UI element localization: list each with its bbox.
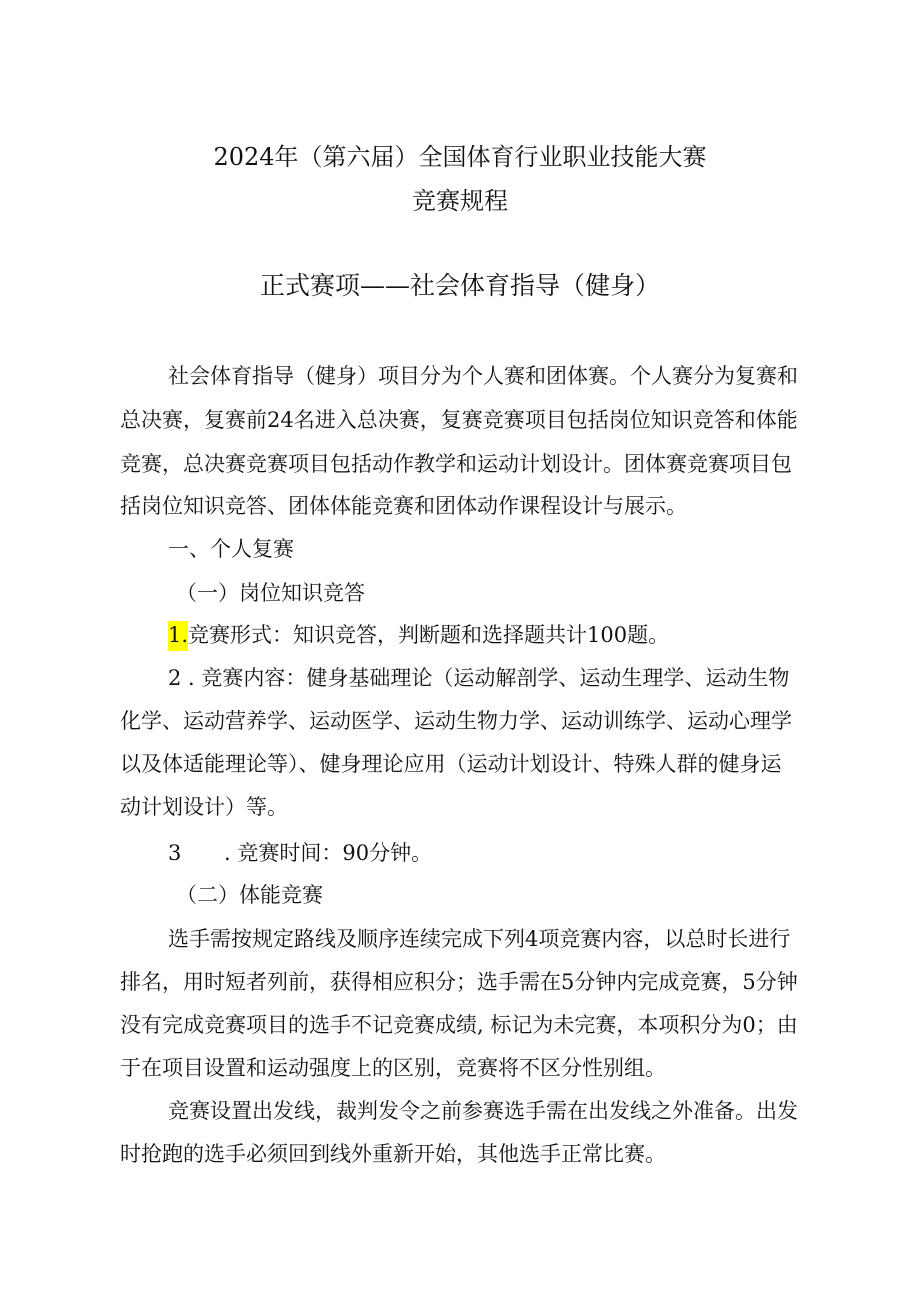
item-3-number: 3: [168, 841, 182, 865]
start-line-para-line-2: 时抢跑的选手必须回到线外重新开始，其他选手正常比赛。: [120, 1142, 666, 1166]
item-2-line-2: 化学、运动营养学、运动医学、运动生物力学、运动训练学、运动心理学: [120, 709, 792, 733]
item-2-line-1: 2 . 竞赛内容：健身基础理论（运动解剖学、运动生理学、运动生物: [168, 666, 790, 690]
item-3: [168, 838, 432, 868]
document-title: 2024年（第六届）全国体育行业职业技能大赛: [213, 143, 707, 171]
intro-line-3: 竞赛，总决赛竞赛项目包括动作教学和运动计划设计。团体赛竞赛项目包: [120, 452, 792, 476]
item-3-text: . 竞赛时间：90分钟。: [224, 841, 433, 865]
start-line-para-line-1: 竞赛设置出发线，裁判发令之前参赛选手需在出发线之外准备。出发: [168, 1099, 798, 1123]
intro-line-4: 括岗位知识竞答、团体体能竞赛和团体动作课程设计与展示。: [120, 494, 687, 518]
intro-line-2: 总决赛，复赛前24名进入总决赛，复赛竞赛项目包括岗位知识竞答和体能: [120, 408, 798, 432]
section-heading-individual: 一、个人复赛: [168, 537, 294, 561]
item-1-number-highlight: 1.: [168, 621, 188, 651]
item-1: [168, 620, 669, 650]
subsection-heading-knowledge: （一）岗位知识竞答: [176, 581, 365, 605]
item-2-line-3: 以及体适能理论等）、健身理论应用（运动计划设计、特殊人群的健身运: [120, 752, 782, 776]
document-title-line2: 竞赛规程: [412, 187, 508, 215]
intro-line-1: 社会体育指导（健身）项目分为个人赛和团体赛。个人赛分为复赛和: [168, 364, 798, 388]
fitness-para-line-2: 排名，用时短者列前，获得相应积分；选手需在5分钟内完成竞赛，5分钟: [120, 970, 798, 994]
event-subtitle: 正式赛项——社会体育指导（健身）: [259, 271, 660, 300]
item-1-text: 竞赛形式：知识竞答，判断题和选择题共计100题。: [188, 623, 670, 647]
fitness-para-line-1: 选手需按规定路线及顺序连续完成下列4项竞赛内容，以总时长进行: [168, 927, 791, 951]
fitness-para-line-4: 于在项目设置和运动强度上的区别，竞赛将不区分性别组。: [120, 1056, 666, 1080]
item-2-line-4: 动计划设计）等。: [120, 795, 288, 819]
subsection-heading-fitness: （二）体能竞赛: [176, 883, 323, 907]
fitness-para-line-3: 没有完成竞赛项目的选手不记竞赛成绩, 标记为未完赛，本项积分为0；由: [120, 1013, 798, 1037]
